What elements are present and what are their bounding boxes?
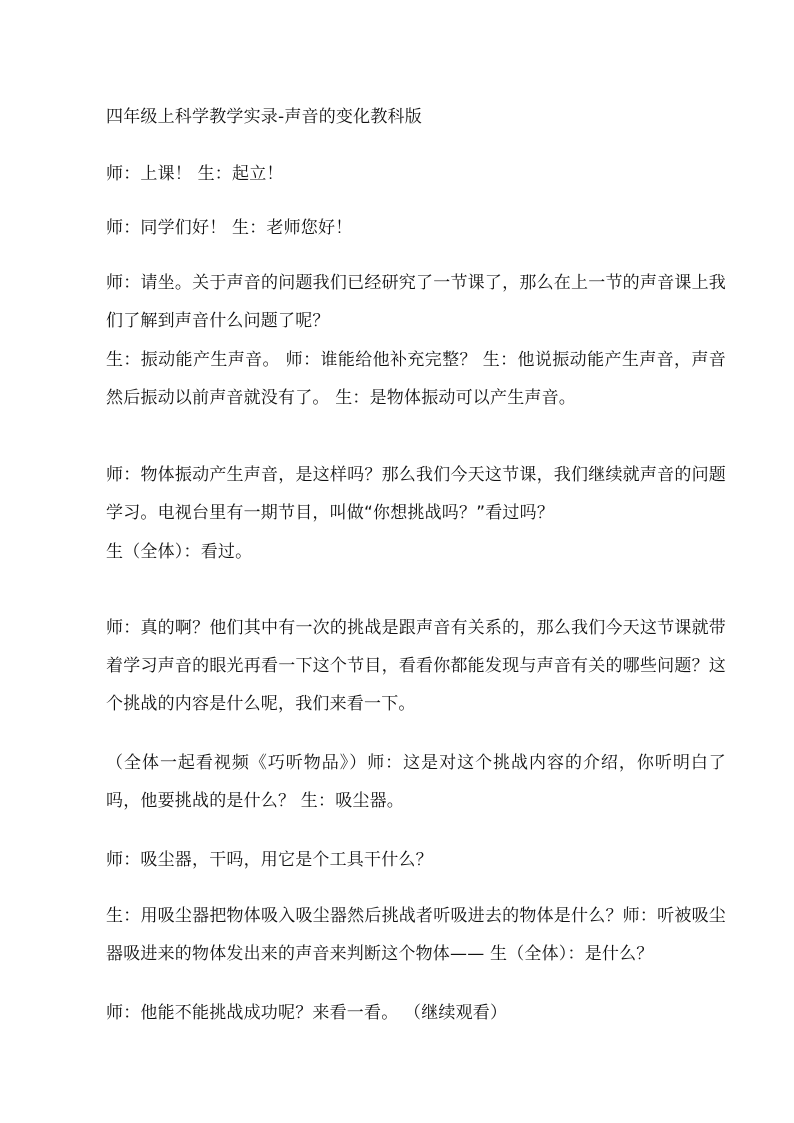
paragraph: 师：真的啊？他们其中有一次的挑战是跟声音有关系的，那么我们今天这节课就带着学习声音的眼光再看一下这个节目，看看你都能发现与声音有关的哪些问题？这个挑战的内容是什么呢，我们来看一下。 xyxy=(106,618,726,714)
document-title: 四年级上科学教学实录-声音的变化教科版 xyxy=(106,107,422,127)
paragraph: 师：他能不能挑战成功呢？来看一看。 （继续观看） xyxy=(106,1003,508,1023)
paragraph: （全体一起看视频《巧听物品》）师：这是对这个挑战内容的介绍，你听明白了吗，他要挑战的是什么？ 生：吸尘器。 xyxy=(106,753,726,811)
paragraph: 师：上课！ 生：起立！ xyxy=(106,164,284,184)
paragraph: 生：振动能产生声音。 师：谁能给他补充完整？ 生：他说振动能产生声音，声音然后振动以前声音就没有了。 生：是物体振动可以产生声音。 xyxy=(106,350,726,408)
paragraph: 师：物体振动产生声音，是这样吗？那么我们今天这节课，我们继续就声音的问题学习。电视台里有一期节目，叫做“你想挑战吗？”看过吗？ xyxy=(106,465,726,523)
paragraph: 师：同学们好！ 生：老师您好！ xyxy=(106,218,353,238)
paragraph: 师：吸尘器，干吗，用它是个工具干什么？ xyxy=(106,850,433,870)
paragraph: 生（全体）：看过。 xyxy=(106,542,253,562)
paragraph: 生：用吸尘器把物体吸入吸尘器然后挑战者听吸进去的物体是什么？师：听被吸尘器吸进来的物体发出来的声音来判断这个物体—— 生（全体）：是什么？ xyxy=(106,906,726,964)
paragraph: 师：请坐。关于声音的问题我们已经研究了一节课了，那么在上一节的声音课上我们了解到声音什么问题了呢？ xyxy=(106,273,726,331)
